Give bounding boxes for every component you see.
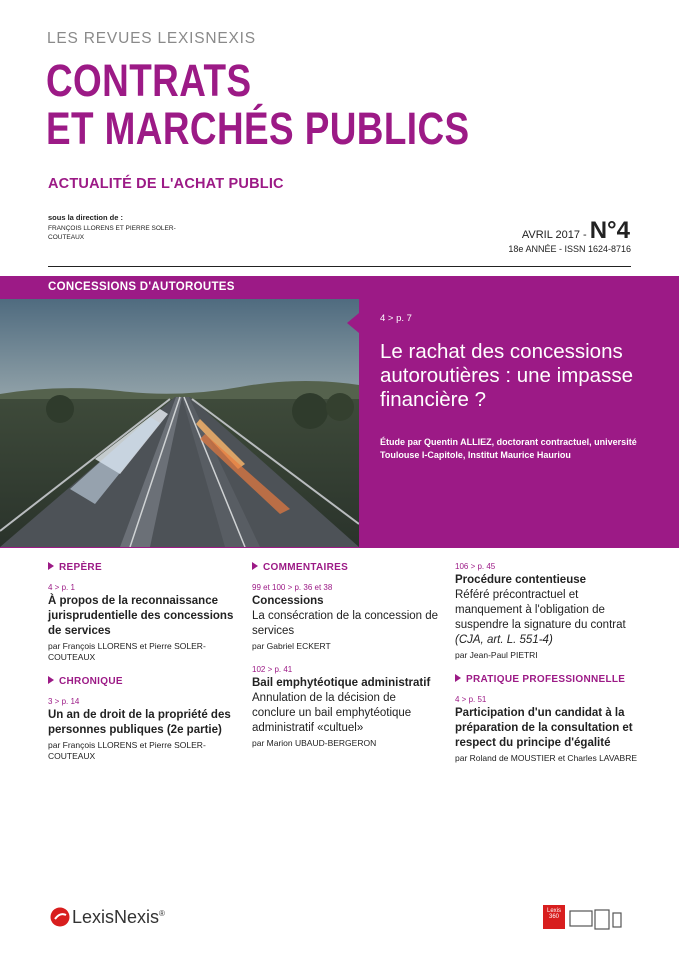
header-divider [48,266,631,267]
article-ref: 3 > p. 14 [48,697,80,706]
section-heading-repere [48,562,238,573]
article-description-citation: (CJA, art. L. 551-4) [455,634,553,646]
article-item[interactable] [455,562,640,661]
article-ref: 4 > p. 51 [455,695,487,704]
highway-photo-image [0,299,359,547]
feature-author: Étude par Quentin ALLIEZ, doctorant contractuel, université Toulouse I-Capitole, Institut Maurice Hauriou [380,437,637,460]
section-heading-commentaires [252,562,442,573]
series-name: LES REVUES LEXISNEXIS [47,30,256,47]
triangle-icon [48,676,54,684]
issue-meta: 18e ANNÉE - ISSN 1624-8716 [508,244,631,254]
article-item[interactable] [48,583,238,663]
article-description [455,588,640,648]
section-heading-text: CHRONIQUE [59,676,123,687]
article-author: par François LLORENS et Pierre SOLER-COUTEAUX [48,740,206,761]
triangle-icon [48,562,54,570]
article-author: par François LLORENS et Pierre SOLER-COUTEAUX [48,641,206,662]
journal-subtitle: ACTUALITÉ DE L'ACHAT PUBLIC [48,176,284,192]
column-2 [252,562,442,762]
section-heading-text: PRATIQUE PROFESSIONNELLE [466,674,626,685]
article-title: Procédure contentieuse [455,574,587,586]
lexisnexis-logo-icon [50,907,70,932]
feature-title: Le rachat des concessions autoroutières : une impasse financière ? [380,340,633,411]
section-heading-text: COMMENTAIRES [263,562,349,573]
article-item[interactable] [455,695,640,764]
article-item[interactable] [252,583,442,652]
triangle-icon [252,562,258,570]
issue-date [522,217,630,245]
section-heading-chronique [48,676,238,687]
article-author: par Marion UBAUD-BERGERON [252,738,377,748]
devices-icon [569,909,631,936]
journal-title-line2: ET MARCHÉS PUBLICS [46,103,470,154]
article-description: La consécration de la concession de services [252,610,439,637]
article-author: par Roland de MOUSTIER et Charles LAVABRE [455,753,638,763]
issue-number: N°4 [589,217,630,244]
article-title: Bail emphytéotique administratif [252,677,431,689]
article-ref: 106 > p. 45 [455,562,496,571]
section-heading-text: REPÈRE [59,562,102,573]
publisher-name [72,907,165,928]
article-title: Un an de droit de la propriété des personnes publiques (2e partie) [48,709,231,736]
article-ref: 99 et 100 > p. 36 et 38 [252,583,333,592]
article-author: par Jean-Paul PIETRI [455,650,538,660]
article-item[interactable] [252,665,442,749]
registered-mark: ® [159,909,165,918]
journal-title-line1: CONTRATS [46,55,252,106]
issue-date-text: AVRIL 2017 - [521,229,590,241]
article-title: Concessions [252,595,324,607]
feature-ref: 4 > p. 7 [380,313,412,324]
article-item[interactable] [48,697,238,762]
article-ref: 4 > p. 1 [48,583,75,592]
feature-notch [347,313,359,333]
article-author: par Gabriel ECKERT [252,641,331,651]
article-description-text: Référé précontractuel et manquement à l'obligation de suspendre la signature du contrat [455,589,626,631]
journal-title [46,57,538,153]
publisher-name-text: LexisNexis [72,907,160,927]
column-1 [48,562,238,775]
article-ref: 102 > p. 41 [252,665,293,674]
direction-label: sous la direction de : [48,213,124,222]
article-title: À propos de la reconnaissance jurisprudentielle des concessions de services [48,595,234,637]
article-title: Participation d'un candidat à la préparation de la consultation et respect du principe d'égalité [455,707,633,749]
highway-photo [0,299,359,547]
article-description: Annulation de la décision de conclure un bail emphytéotique administratif «cultuel» [252,692,412,734]
lexis360-badge: Lexis 360 [543,905,565,929]
column-3 [455,562,640,777]
section-heading-pratique [455,674,640,685]
direction-names: FRANÇOIS LLORENS ET PIERRE SOLER-COUTEAUX [48,225,176,241]
triangle-icon [455,674,461,682]
feature-banner-label: CONCESSIONS D'AUTOROUTES [48,281,235,293]
